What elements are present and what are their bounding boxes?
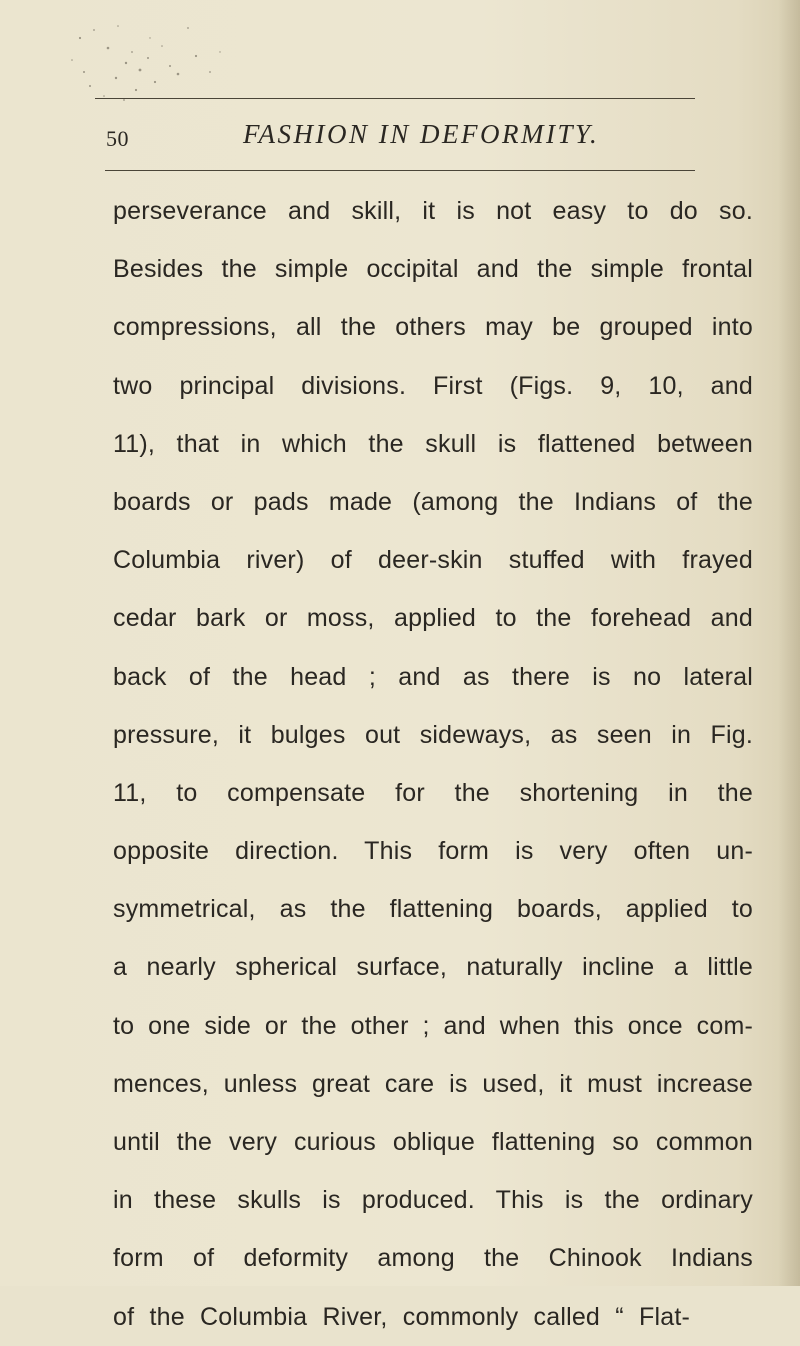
text-line: form of deformity among the Chinook Indians	[113, 1244, 753, 1273]
text-line: boards or pads made (among the Indians of the	[113, 487, 753, 516]
text-line: compressions, all the others may be grouped into	[113, 313, 753, 342]
text-line: two principal divisions. First (Figs. 9, 10, and	[113, 371, 753, 400]
text-line: 11), that in which the skull is flattened between	[113, 429, 753, 458]
text-line: opposite direction. This form is very often un-	[113, 837, 753, 866]
text-line: symmetrical, as the flattening boards, applied to	[113, 895, 753, 924]
text-line: 11, to compensate for the shortening in the	[113, 778, 753, 807]
ink-speckle-marks	[60, 8, 250, 108]
text-line: in these skulls is produced. This is the ordinary	[113, 1186, 753, 1215]
text-line: of the Columbia River, commonly called “ Flat-	[113, 1302, 690, 1331]
text-line: until the very curious oblique flattening so common	[113, 1128, 753, 1156]
page-edge-shadow	[778, 0, 800, 1286]
text-line: Besides the simple occipital and the simple frontal	[113, 255, 753, 284]
body-text	[113, 182, 753, 1346]
text-line: back of the head ; and as there is no lateral	[113, 662, 753, 691]
text-line: Columbia river) of deer-skin stuffed with frayed	[113, 546, 753, 575]
header-rule-bottom	[105, 170, 695, 171]
page-number: 50	[106, 126, 129, 151]
text-line: a nearly spherical surface, naturally incline a little	[113, 953, 753, 982]
running-head: FASHION IN DEFORMITY.	[243, 119, 600, 149]
text-line: mences, unless great care is used, it must increase	[113, 1069, 753, 1098]
text-line: pressure, it bulges out sideways, as seen in Fig.	[113, 720, 753, 749]
text-line: to one side or the other ; and when this once com-	[113, 1011, 753, 1040]
text-line: cedar bark or moss, applied to the forehead and	[113, 604, 753, 633]
text-line: perseverance and skill, it is not easy to do so.	[113, 197, 753, 225]
header-rule-top	[95, 98, 695, 99]
